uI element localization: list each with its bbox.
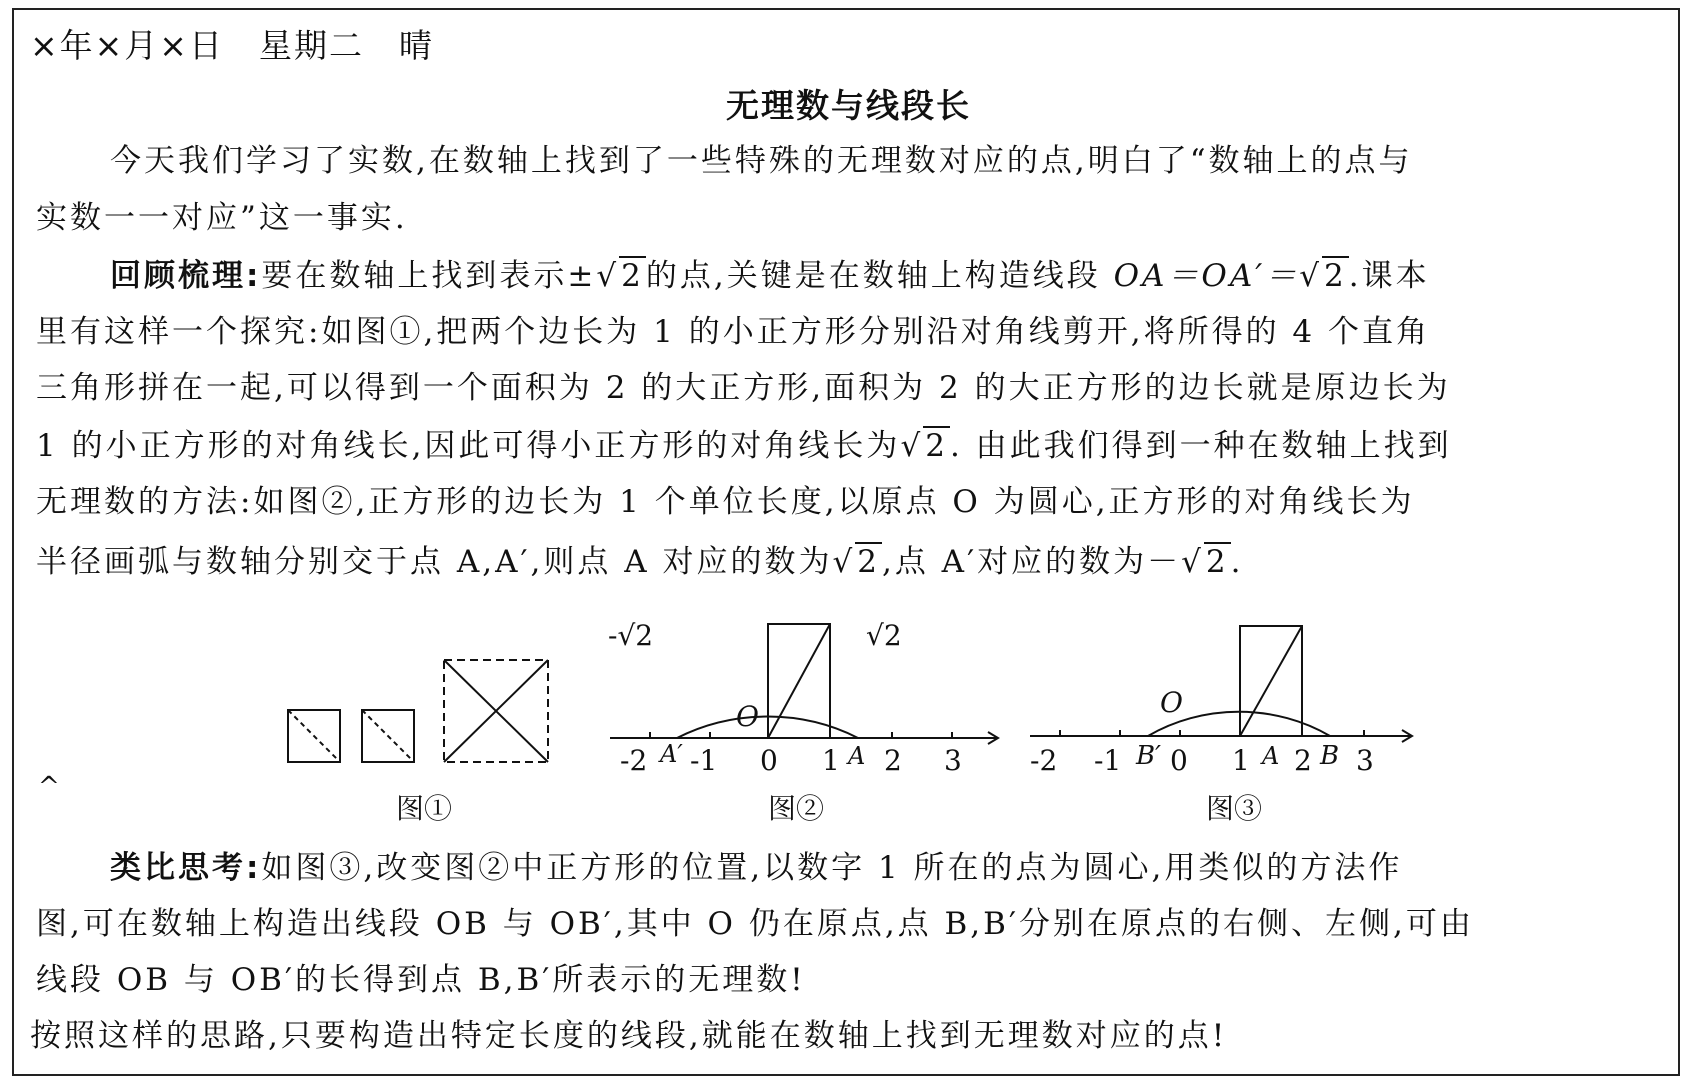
page-title: 无理数与线段长 [726, 86, 971, 125]
figure-2 [610, 624, 998, 744]
small-square-2-diagonal [362, 710, 414, 762]
fig3-tick-2: 2 [1294, 744, 1312, 777]
fig1-caption: 图① [396, 792, 453, 825]
intro-line-1: 今天我们学习了实数,在数轴上找到了一些特殊的无理数对应的点,明白了“数轴上的点与 [110, 143, 1413, 179]
intro-line-2: 实数一一对应”这一事实. [36, 200, 408, 236]
caret-mark: ^ [38, 772, 60, 802]
fig3-point-B-prime: B′ [1136, 741, 1162, 771]
review-line-5: 无理数的方法:如图②,正方形的边长为 1 个单位长度,以原点 O 为圆心,正方形的对角线长为 [36, 484, 1415, 520]
analogy-line-3: 线段 OB 与 OB′的长得到点 B,B′所表示的无理数! [36, 962, 806, 998]
date-line: ×年×月×日 星期二 晴 [30, 26, 434, 65]
review-line-2: 里有这样一个探究:如图①,把两个边长为 1 的小正方形分别沿对角线剪开,将所得的 4 个直角 [36, 314, 1431, 350]
sqrt-symbol: √2 [596, 258, 644, 294]
fig3-tick-neg2: -2 [1030, 744, 1058, 777]
fig2-tick-neg2: -2 [620, 744, 648, 777]
fig2-caption: 图② [768, 792, 825, 825]
fig3-tick-1: 1 [1232, 744, 1250, 777]
review-line-6: 半径画弧与数轴分别交于点 A,A′,则点 A 对应的数为√2,点 A′对应的数为－√2. [36, 544, 1244, 580]
review-line-1: 回顾梳理:要在数轴上找到表示±√2的点,关键是在数轴上构造线段 OA＝OA′＝√2.课本 [110, 258, 1430, 294]
figure-1 [288, 660, 548, 762]
fig2-neg-sqrt2-label: -√2 [608, 619, 654, 652]
fig2-point-A-prime: A′ [660, 740, 683, 768]
fig3-tick-3: 3 [1356, 744, 1374, 777]
fig3-caption: 图③ [1206, 792, 1263, 825]
analogy-heading: 类比思考: [110, 850, 262, 886]
fig2-point-O: O [736, 700, 759, 733]
fig2-square-diagonal [768, 624, 830, 738]
figures-svg [0, 590, 1697, 850]
fig2-tick-0: 0 [760, 744, 778, 777]
fig3-point-O: O [1160, 686, 1183, 719]
fig3-point-A: A [1262, 742, 1280, 770]
review-heading: 回顾梳理: [110, 258, 262, 294]
analogy-line-1: 类比思考:如图③,改变图②中正方形的位置,以数字 1 所在的点为圆心,用类似的方法作 [110, 850, 1403, 886]
fig2-pos-sqrt2-label: √2 [866, 619, 902, 652]
fig2-tick-2: 2 [884, 744, 902, 777]
fig3-point-B: B [1320, 741, 1340, 771]
fig2-tick-neg1: -1 [690, 744, 718, 777]
fig2-point-A: A [848, 742, 866, 770]
fig2-tick-3: 3 [944, 744, 962, 777]
figure-2-labels [608, 619, 962, 777]
review-line-3: 三角形拼在一起,可以得到一个面积为 2 的大正方形,面积为 2 的大正方形的边长就是原边长为 [36, 370, 1451, 406]
fig2-tick-1: 1 [822, 744, 840, 777]
review-line-4: 1 的小正方形的对角线长,因此可得小正方形的对角线长为√2. 由此我们得到一种在数轴上找到 [36, 428, 1452, 464]
fig3-tick-0: 0 [1170, 744, 1188, 777]
figure-3 [1030, 626, 1412, 742]
fig3-tick-neg1: -1 [1094, 744, 1122, 777]
analogy-line-2: 图,可在数轴上构造出线段 OB 与 OB′,其中 O 仍在原点,点 B,B′分别在原点的右侧、左侧,可由 [36, 906, 1474, 942]
conclusion-line: 按照这样的思路,只要构造出特定长度的线段,就能在数轴上找到无理数对应的点! [30, 1018, 1228, 1054]
small-square-1-diagonal [288, 710, 340, 762]
figure-captions [396, 792, 1262, 825]
